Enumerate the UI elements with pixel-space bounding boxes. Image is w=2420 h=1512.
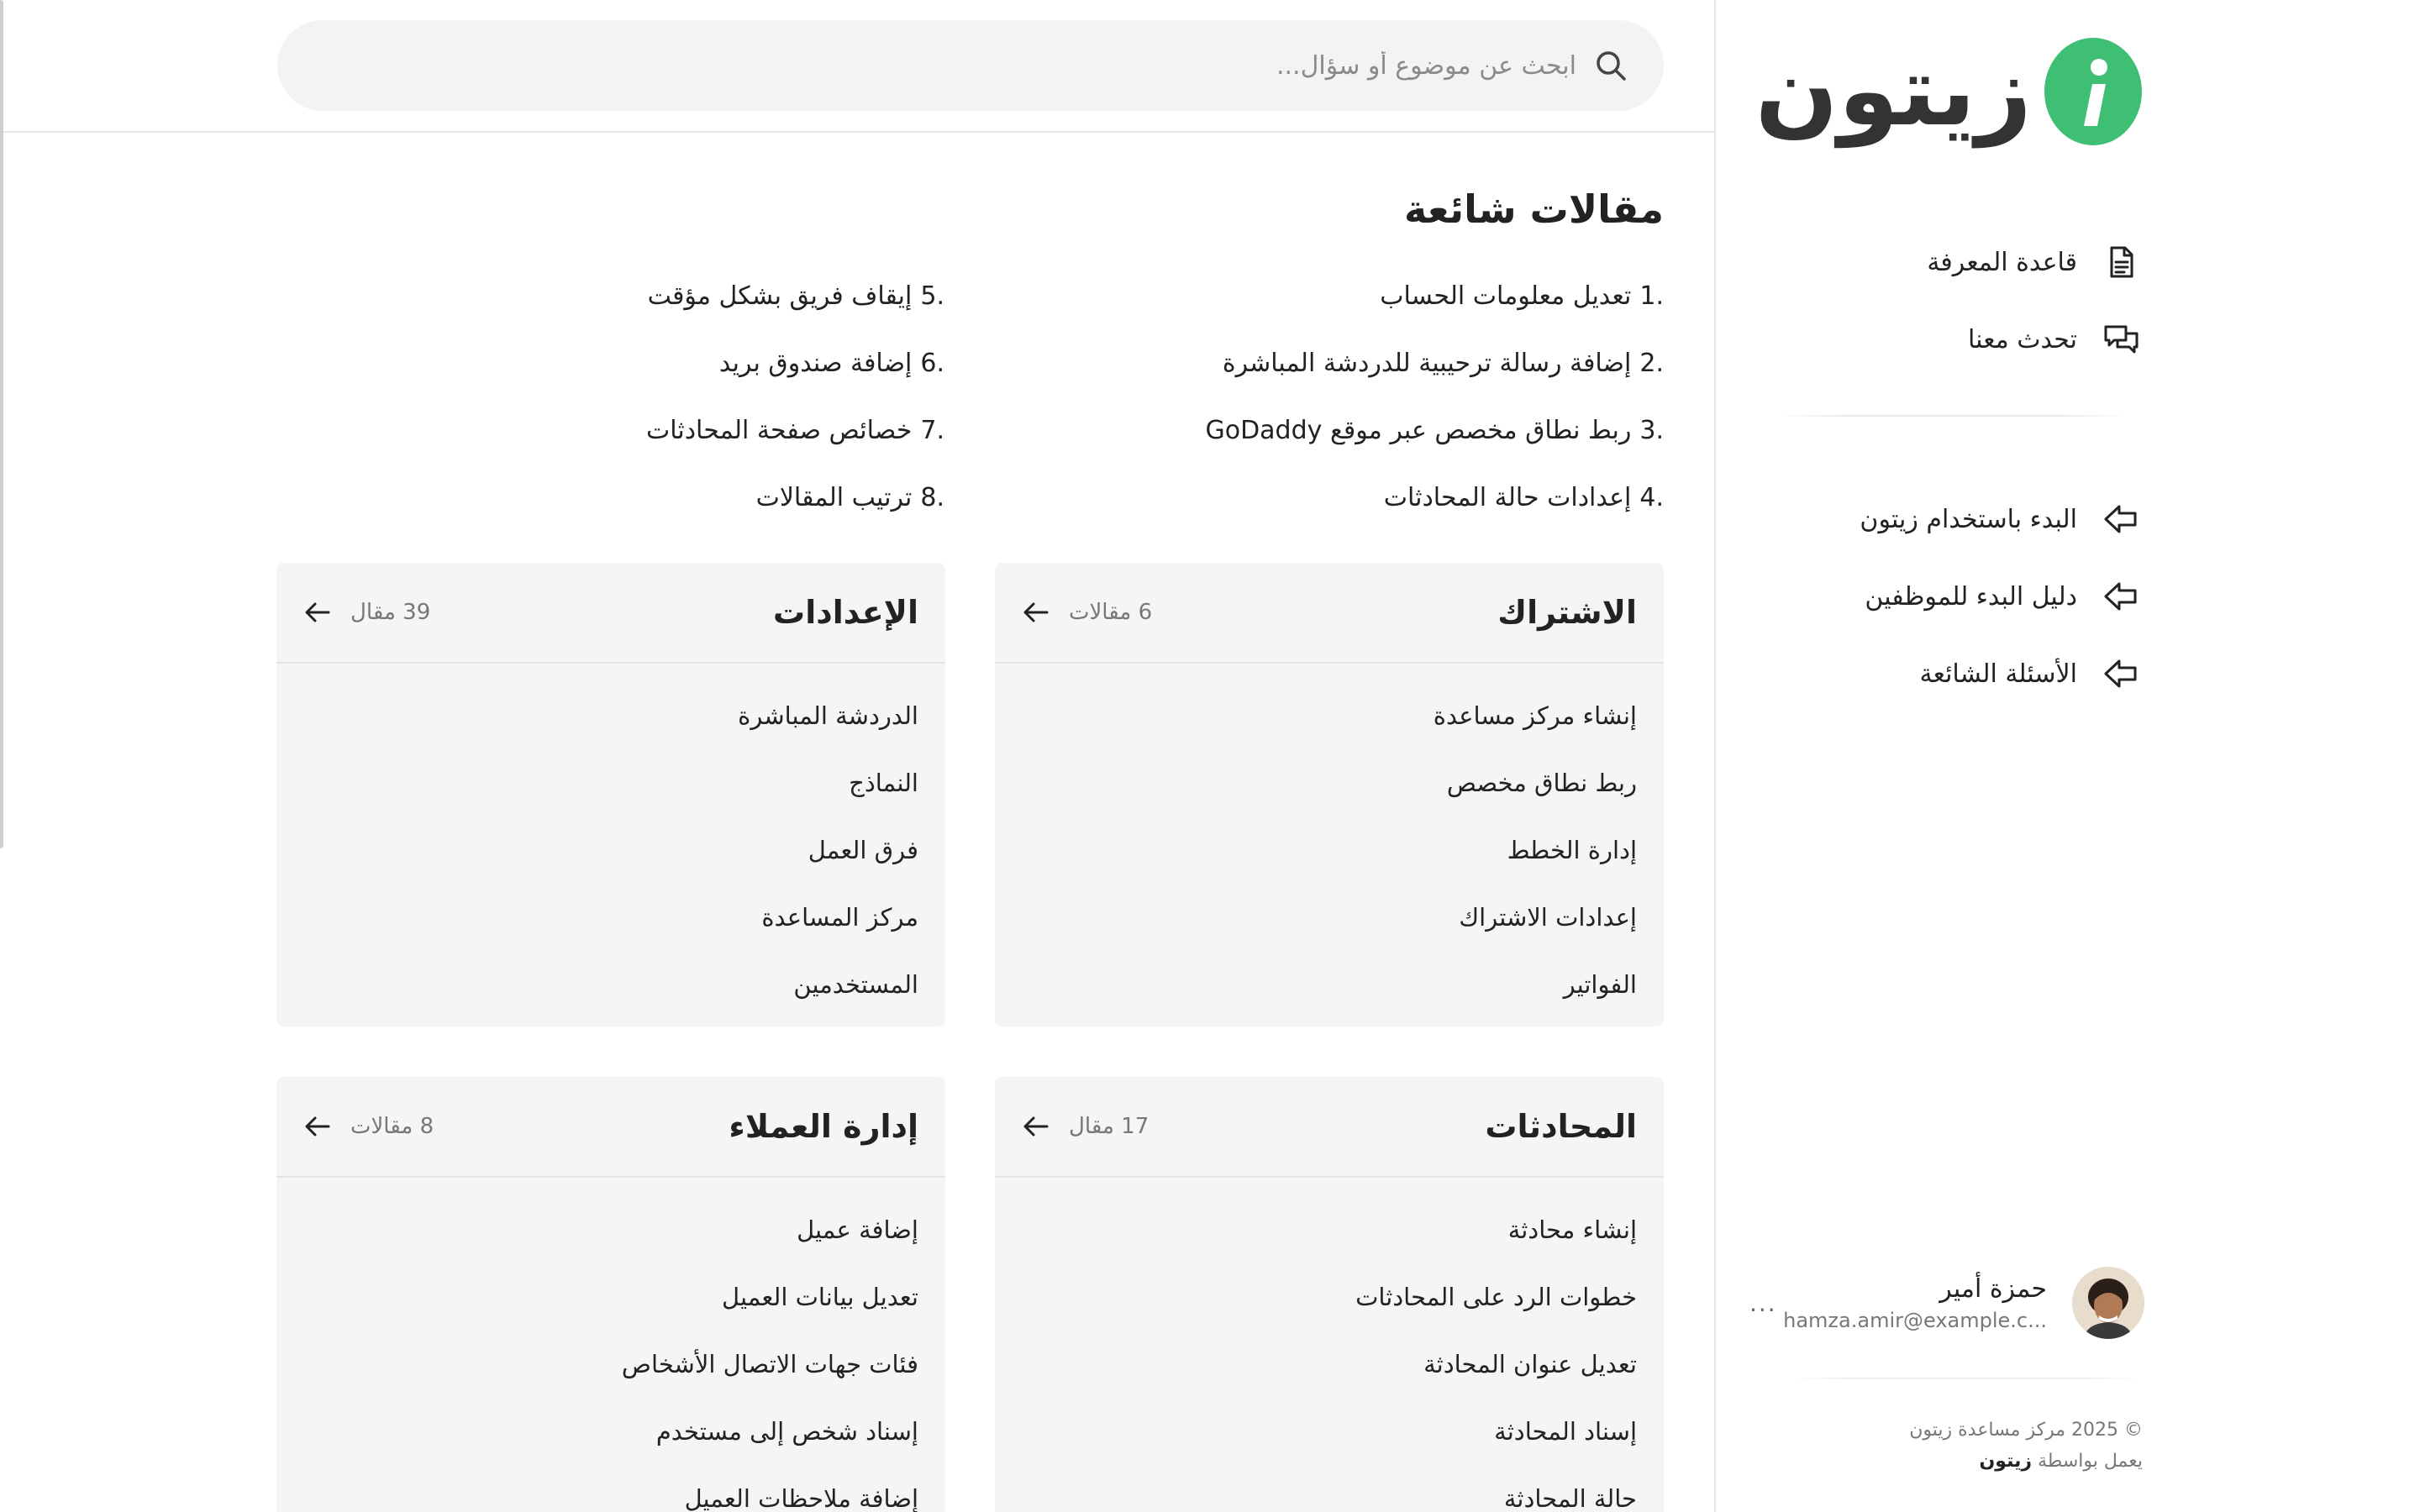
category-meta [303,1112,434,1141]
footer-divider [1790,1378,2143,1379]
category-title: المحادثات [1485,1108,1637,1145]
arrow-left-icon [303,598,332,627]
user-name: حمزة أمير [1939,1273,2047,1304]
arrow-left-icon [303,1112,332,1141]
popular-article-number: 2. [1639,348,1664,378]
article-link[interactable]: النماذج [849,769,918,797]
article-link[interactable]: تعديل بيانات العميل [722,1283,918,1311]
article-link[interactable]: حالة المحادثة [1503,1484,1637,1512]
popular-article-link[interactable] [992,396,1664,464]
popular-article-link[interactable] [272,396,944,464]
popular-article-link[interactable] [272,464,944,531]
article-link[interactable]: إعدادات الاشتراك [1459,903,1637,932]
category-articles [276,1178,945,1512]
article-link[interactable]: إضافة عميل [797,1215,918,1244]
arrow-left-outline-icon [2102,655,2139,692]
category-card-conversations [995,1077,1664,1512]
category-card-header[interactable] [276,563,945,664]
sidebar-item-label: تحدث معنا [1968,324,2077,354]
search-input[interactable] [277,20,1576,111]
category-meta [1022,598,1152,627]
article-link[interactable]: تعديل عنوان المحادثة [1423,1350,1637,1378]
powered-by [1790,1451,2143,1472]
article-count: 6 مقالات [1069,600,1153,625]
popular-article-number: 4. [1639,482,1664,512]
article-link[interactable]: مركز المساعدة [761,903,918,932]
sidebar-item-label: الأسئلة الشائعة [1919,659,2077,689]
sidebar-item-label: البدء باستخدام زيتون [1860,504,2077,534]
brand-name: زيتون [1754,34,2032,148]
document-icon [2102,244,2139,281]
popular-article-label: خصائص صفحة المحادثات [645,415,913,445]
popular-article-link[interactable] [272,329,944,396]
article-link[interactable]: الدردشة المباشرة [738,701,918,730]
main-content [0,134,1714,1512]
category-title: الإعدادات [773,594,918,631]
popular-article-number: 5. [920,281,944,311]
article-count: 8 مقالات [350,1114,434,1139]
article-link[interactable]: إسناد شخص إلى مستخدم [655,1417,918,1446]
category-articles [995,664,1664,1018]
arrow-left-icon [1022,598,1050,627]
sidebar-item-faq[interactable] [1778,635,2139,712]
avatar [2072,1267,2144,1339]
arrow-left-outline-icon [2102,578,2139,615]
article-link[interactable]: إنشاء مركز مساعدة [1433,701,1637,730]
category-card-header[interactable] [276,1077,945,1178]
popular-article-number: 8. [920,482,944,512]
chat-bubbles-icon [2102,321,2139,358]
popular-article-link[interactable] [992,329,1664,396]
article-link[interactable]: فرق العمل [808,836,918,864]
category-meta [1022,1112,1149,1141]
sidebar-item-label: قاعدة المعرفة [1927,247,2077,277]
zaytoon-logo-icon [2044,37,2143,146]
popular-article-number: 6. [920,348,944,378]
sidebar-item-label: دليل البدء للموظفين [1865,581,2077,612]
sidebar [1714,0,2420,1512]
category-meta [303,598,430,627]
sidebar-item-knowledge-base[interactable] [1778,223,2139,301]
article-count: 17 مقال [1069,1114,1150,1139]
page-scrollbar[interactable] [0,0,7,1512]
article-link[interactable]: إدارة الخطط [1507,836,1637,864]
user-info [1777,1274,2047,1332]
popular-column [272,262,944,531]
article-count: 39 مقال [350,600,431,625]
category-card-subscription [995,563,1664,1026]
article-link[interactable]: فئات جهات الاتصال الأشخاص [621,1350,918,1378]
top-header [0,0,1714,133]
search-bar[interactable] [277,20,1664,111]
sidebar-footer [1790,1420,2143,1472]
category-card-customers [276,1077,945,1512]
arrow-left-outline-icon [2102,501,2139,538]
popular-article-label: إضافة رسالة ترحيبية للدردشة المباشرة [1222,348,1632,378]
popular-article-label: تعديل معلومات الحساب [1380,281,1632,311]
popular-articles-title: مقالات شائعة [1404,186,1664,232]
article-link[interactable]: الفواتير [1563,970,1637,999]
category-card-header[interactable] [995,563,1664,664]
scrollbar-thumb[interactable] [0,0,3,848]
popular-article-label: ترتيب المقالات [755,482,913,512]
article-link[interactable]: المستخدمين [793,970,918,999]
user-avatar-photo [2072,1267,2144,1339]
sidebar-item-chat[interactable] [1778,301,2139,378]
article-link[interactable]: إنشاء محادثة [1507,1215,1637,1244]
sidebar-divider [1776,415,2129,417]
more-options-icon[interactable]: ... [1749,1289,1777,1317]
category-articles [995,1178,1664,1512]
search-icon [1593,48,1628,83]
popular-article-number: 1. [1639,281,1664,311]
sidebar-nav-primary [1778,223,2139,378]
popular-article-link[interactable] [992,464,1664,531]
powered-by-prefix: يعمل بواسطة [2038,1451,2143,1472]
popular-column [992,262,1664,531]
category-title: الاشتراك [1497,594,1637,631]
sidebar-item-getting-started[interactable] [1778,480,2139,558]
popular-article-link[interactable] [272,262,944,329]
popular-article-label: إيقاف فريق بشكل مؤقت [647,281,913,311]
article-link[interactable]: إضافة ملاحظات العميل [684,1484,918,1512]
sidebar-nav-guides [1778,480,2139,712]
article-link[interactable]: ربط نطاق مخصص [1446,769,1637,797]
user-email: hamza.amir@example.c... [1783,1308,2047,1332]
copyright-text: © 2025 مركز مساعدة زيتون [1909,1420,2143,1441]
popular-article-label: ربط نطاق مخصص عبر موقع GoDaddy [1205,415,1632,445]
popular-article-label: إعدادات حالة المحادثات [1383,482,1632,512]
arrow-left-icon [1022,1112,1050,1141]
category-card-header[interactable] [995,1077,1664,1178]
article-link[interactable]: خطوات الرد على المحادثات [1355,1283,1637,1311]
popular-article-number: 3. [1639,415,1664,445]
sidebar-item-employee-guide[interactable] [1778,558,2139,635]
user-profile[interactable] [1749,1265,2144,1341]
popular-article-label: إضافة صندوق بريد [718,348,913,378]
popular-article-link[interactable] [992,262,1664,329]
brand-logo[interactable] [1754,34,2143,148]
category-title: إدارة العملاء [729,1108,918,1145]
category-articles [276,664,945,1018]
article-link[interactable]: إسناد المحادثة [1494,1417,1637,1446]
powered-by-brand[interactable]: زيتون [1979,1451,2032,1472]
category-card-settings [276,563,945,1026]
popular-article-number: 7. [920,415,944,445]
